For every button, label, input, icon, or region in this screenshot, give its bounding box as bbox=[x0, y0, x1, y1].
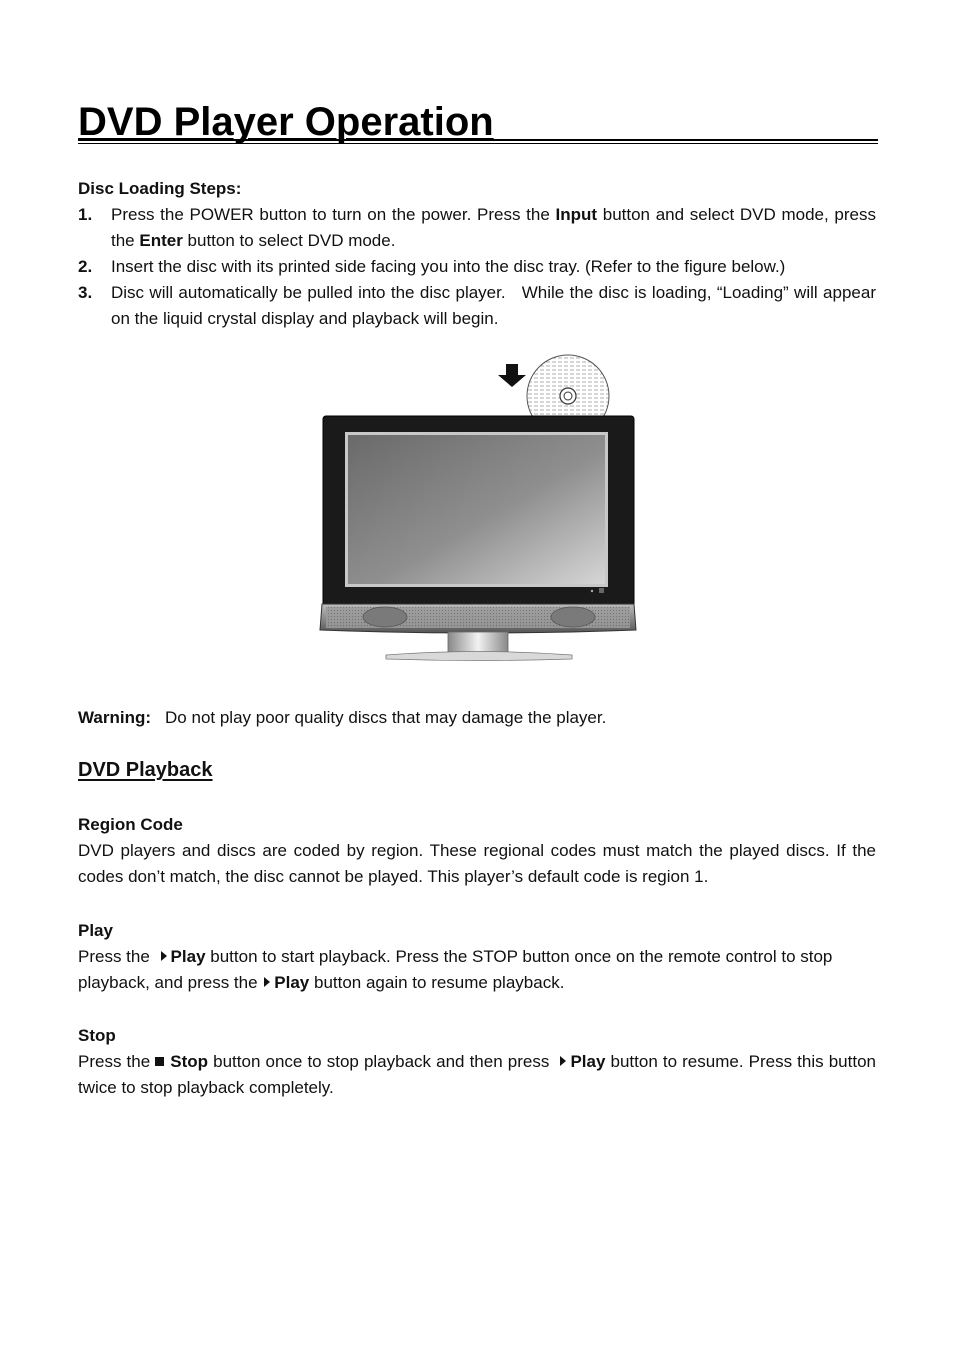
play-button-name: Play bbox=[170, 947, 206, 966]
list-item bbox=[78, 254, 876, 280]
step-text: Disc will automatically be pulled into the disc player. While the disc is loading, “Loading” will appear on the liquid crystal display and playback will begin. bbox=[111, 283, 881, 328]
warning-text: Do not play poor quality discs that may damage the player. bbox=[165, 708, 607, 727]
stop-text-part: Press the bbox=[78, 1052, 156, 1071]
region-code-text: DVD players and discs are coded by region. These regional codes must match the played discs. If the codes don’t match, the disc cannot be played. This player’s default code is region 1. bbox=[78, 841, 876, 886]
tv-icon bbox=[320, 416, 636, 661]
tv-illustration-svg bbox=[318, 348, 638, 664]
play-text bbox=[78, 944, 876, 996]
step-number: 1. bbox=[78, 205, 93, 224]
enter-button-name: Enter bbox=[139, 231, 183, 250]
input-button-name: Input bbox=[555, 205, 598, 224]
stop-text-part: button to resume. Press this button twice to stop playback completely. bbox=[78, 1052, 876, 1097]
page-title: DVD Player Operation bbox=[78, 100, 494, 144]
play-text-part: button to start playback. Press the STOP button once on the remote control to stop playback, and press the bbox=[78, 947, 833, 992]
disc-loading-section bbox=[78, 176, 881, 332]
tv-disc-loading-illustration bbox=[318, 348, 638, 664]
warning-line bbox=[78, 705, 606, 731]
stop-text-part: button once to stop playback and then press bbox=[208, 1052, 555, 1071]
play-heading: Play bbox=[78, 921, 113, 940]
play-button-name: Play bbox=[570, 1052, 606, 1071]
title-rule bbox=[78, 139, 878, 141]
region-code-section bbox=[78, 812, 876, 890]
stop-square-icon bbox=[155, 1057, 164, 1066]
play-triangle-icon bbox=[560, 1056, 566, 1066]
step-text: Insert the disc with its printed side facing you into the disc tray. (Refer to the figure below.) bbox=[111, 257, 786, 276]
list-item bbox=[78, 280, 881, 332]
stop-text bbox=[78, 1049, 876, 1101]
step-text: button and select DVD mode, press the bbox=[111, 205, 876, 250]
play-text-part: Press the bbox=[78, 947, 155, 966]
stop-button-name: Stop bbox=[170, 1052, 209, 1071]
region-code-heading: Region Code bbox=[78, 815, 183, 834]
warning-label: Warning: bbox=[78, 708, 152, 727]
stop-section bbox=[78, 1023, 876, 1101]
play-triangle-icon bbox=[161, 951, 167, 961]
step-text: button to select DVD mode. bbox=[182, 231, 396, 250]
step-number: 3. bbox=[78, 283, 93, 302]
insert-arrow-icon bbox=[498, 364, 526, 387]
list-item bbox=[78, 202, 876, 254]
title-rule-thin bbox=[78, 143, 878, 144]
step-number: 2. bbox=[78, 257, 93, 276]
play-button-name: Play bbox=[274, 973, 310, 992]
play-text-part: button again to resume playback. bbox=[309, 973, 565, 992]
play-section bbox=[78, 918, 876, 996]
disc-loading-steps bbox=[78, 202, 881, 332]
title-block bbox=[78, 98, 878, 146]
disc-loading-heading: Disc Loading Steps: bbox=[78, 179, 242, 198]
dvd-playback-heading: DVD Playback bbox=[78, 759, 213, 781]
stop-heading: Stop bbox=[78, 1026, 116, 1045]
step-text: Press the POWER button to turn on the power. Press the bbox=[111, 205, 556, 224]
play-triangle-icon bbox=[264, 977, 270, 987]
